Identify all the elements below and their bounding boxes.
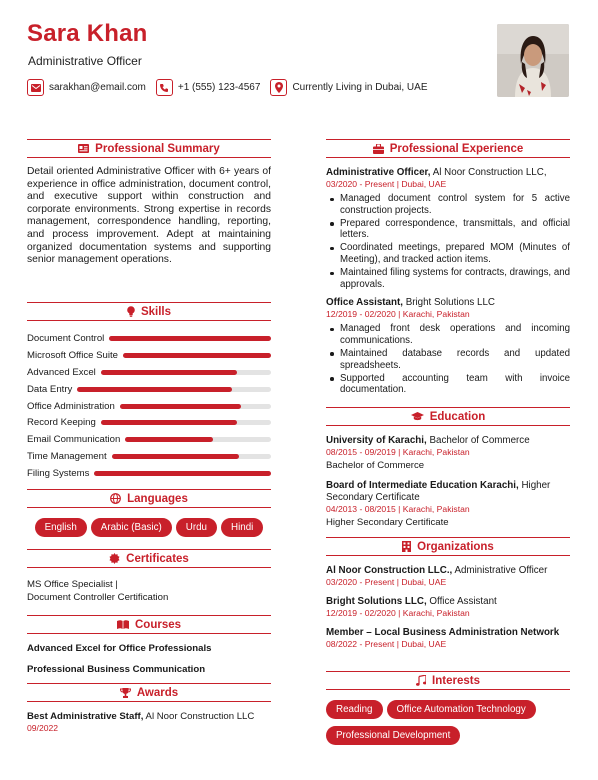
trophy-icon bbox=[120, 688, 131, 698]
phone-icon bbox=[156, 79, 173, 96]
skill-label: Office Administration bbox=[27, 400, 115, 412]
courses-list bbox=[27, 643, 271, 676]
skill-bar bbox=[125, 437, 271, 442]
award-date: 09/2022 bbox=[27, 722, 59, 733]
summary-heading bbox=[27, 139, 271, 158]
skill-item bbox=[27, 398, 271, 415]
organization-entry bbox=[326, 596, 570, 619]
education-date: 08/2015 - 09/2019 | Karachi, Pakistan bbox=[326, 447, 470, 457]
skill-bar bbox=[112, 454, 271, 459]
summary-title: Professional Summary bbox=[95, 142, 220, 155]
skill-bar bbox=[77, 387, 271, 392]
skill-fill bbox=[112, 454, 239, 459]
lightbulb-icon bbox=[127, 306, 135, 317]
organization-name: Bright Solutions LLC, bbox=[326, 596, 427, 607]
summary-text: Detail oriented Administrative Officer with 6+ years of experience in office administration, document control, and executive support within construction and corporate environments. Strong expertise in records management, correspondence handling, reporting, and process improvement. Adept at maintaining organized documentation systems and supporting senior management operations. bbox=[27, 166, 271, 266]
education-detail: Bachelor of Commerce bbox=[326, 460, 425, 471]
interests-heading bbox=[326, 671, 570, 690]
courses-section bbox=[27, 615, 271, 676]
course-item: Professional Business Communication bbox=[27, 663, 206, 675]
email-text: sarakhan@email.com bbox=[49, 82, 146, 93]
job-date: 12/2019 - 02/2020 | Karachi, Pakistan bbox=[326, 309, 470, 320]
courses-title: Courses bbox=[134, 618, 182, 631]
skill-fill bbox=[94, 471, 271, 476]
organization-name: Al Noor Construction LLC., bbox=[326, 565, 453, 576]
organizations-section bbox=[326, 537, 570, 650]
contact-bar bbox=[27, 79, 438, 96]
education-entry bbox=[326, 435, 570, 473]
interest-tag: Reading bbox=[326, 700, 383, 719]
graduation-cap-icon bbox=[411, 412, 424, 421]
interests-section bbox=[326, 671, 570, 745]
profile-photo bbox=[497, 24, 569, 97]
skill-label: Email Communication bbox=[27, 434, 121, 446]
organization-date: 08/2022 - Present | Dubai, UAE bbox=[326, 639, 447, 649]
job-bullets bbox=[326, 193, 570, 290]
languages-section bbox=[27, 489, 271, 537]
skill-item bbox=[27, 431, 271, 448]
experience-heading bbox=[326, 139, 570, 158]
experience-title: Professional Experience bbox=[389, 142, 524, 155]
language-tag: Arabic (Basic) bbox=[91, 518, 172, 537]
skill-label: Data Entry bbox=[27, 383, 73, 395]
award-name: Best Administrative Staff, bbox=[27, 711, 144, 722]
candidate-name: Sara Khan bbox=[27, 20, 148, 47]
job-bullet: Managed document control system for 5 active construction projects. bbox=[326, 193, 570, 216]
skill-bar bbox=[123, 353, 271, 358]
school-name: Board of Intermediate Education Karachi, bbox=[326, 479, 519, 491]
certificates-heading bbox=[27, 549, 271, 568]
skill-item bbox=[27, 448, 271, 465]
job-bullet: Managed front desk operations and incoming communications. bbox=[326, 323, 570, 346]
skill-label: Time Management bbox=[27, 451, 107, 463]
organization-date: 12/2019 - 02/2020 | Karachi, Pakistan bbox=[326, 608, 470, 618]
skill-item bbox=[27, 381, 271, 398]
skill-fill bbox=[109, 336, 271, 341]
skill-fill bbox=[101, 370, 237, 375]
certificate-badge-icon bbox=[109, 553, 120, 564]
skill-item bbox=[27, 465, 271, 482]
experience-section bbox=[326, 139, 570, 397]
interests-title: Interests bbox=[432, 674, 480, 687]
skill-fill bbox=[120, 404, 241, 409]
job-bullet: Supported accounting team with invoice documentation. bbox=[326, 373, 570, 396]
building-icon bbox=[402, 541, 411, 552]
award-org: Al Noor Construction LLC bbox=[145, 711, 255, 722]
language-tag: English bbox=[35, 518, 87, 537]
degree-name: Higher Secondary Certificate bbox=[326, 479, 551, 503]
skills-heading bbox=[27, 302, 271, 321]
music-note-icon bbox=[416, 675, 426, 686]
job-entry bbox=[326, 297, 570, 396]
skill-fill bbox=[123, 353, 271, 358]
skills-section bbox=[27, 302, 271, 482]
phone-text: +1 (555) 123-4567 bbox=[177, 82, 261, 93]
mail-icon bbox=[27, 79, 44, 96]
job-bullet: Maintained database records and updated spreadsheets. bbox=[326, 348, 570, 371]
course-item: Advanced Excel for Office Professionals bbox=[27, 643, 212, 654]
skill-bar bbox=[101, 420, 271, 425]
organization-role: Office Assistant bbox=[429, 596, 497, 607]
interest-tag: Office Automation Technology bbox=[387, 700, 536, 719]
courses-heading bbox=[27, 615, 271, 634]
skill-label: Advanced Excel bbox=[27, 366, 96, 378]
open-book-icon bbox=[117, 620, 129, 629]
skill-item bbox=[27, 364, 271, 381]
certificates-list bbox=[27, 579, 271, 604]
job-role: Administrative Officer, bbox=[326, 167, 431, 178]
location-text: Currently Living in Dubai, UAE bbox=[292, 82, 428, 93]
job-bullet: Coordinated meetings, prepared MOM (Minutes of Meeting), and tracked action items. bbox=[326, 242, 570, 265]
skill-item bbox=[27, 330, 271, 347]
organization-entry bbox=[326, 627, 570, 650]
languages-list bbox=[27, 517, 271, 537]
skill-item bbox=[27, 347, 271, 364]
skill-bar bbox=[101, 370, 271, 375]
education-section bbox=[326, 407, 570, 529]
globe-icon bbox=[110, 493, 121, 504]
certificate-line: Document Controller Certification bbox=[27, 591, 169, 603]
education-date: 04/2013 - 08/2015 | Karachi, Pakistan bbox=[326, 503, 470, 514]
skill-label: Record Keeping bbox=[27, 417, 96, 429]
id-card-icon bbox=[78, 144, 89, 153]
education-entry bbox=[326, 480, 570, 530]
organization-name: Member – Local Business Administration Network bbox=[326, 627, 560, 638]
skill-bar bbox=[109, 336, 271, 341]
skill-bar bbox=[94, 471, 271, 476]
skills-title: Skills bbox=[140, 305, 172, 318]
briefcase-icon bbox=[373, 144, 384, 154]
skill-label: Microsoft Office Suite bbox=[27, 349, 118, 361]
interests-list bbox=[326, 699, 570, 745]
organizations-title: Organizations bbox=[417, 540, 494, 553]
languages-title: Languages bbox=[127, 492, 188, 505]
awards-section bbox=[27, 683, 271, 734]
degree-name: Bachelor of Commerce bbox=[429, 435, 530, 446]
job-bullet: Maintained filing systems for contracts, drawings, and approvals. bbox=[326, 267, 570, 290]
job-bullets bbox=[326, 323, 570, 396]
job-company: Bright Solutions LLC bbox=[405, 297, 495, 309]
skill-label: Filing Systems bbox=[27, 468, 90, 480]
contact-phone[interactable] bbox=[156, 79, 261, 96]
job-company: Al Noor Construction LLC, bbox=[432, 167, 547, 178]
contact-location bbox=[270, 79, 427, 96]
education-heading bbox=[326, 407, 570, 426]
job-entry bbox=[326, 167, 570, 290]
certificates-section bbox=[27, 549, 271, 604]
skill-fill bbox=[77, 387, 232, 392]
candidate-role: Administrative Officer bbox=[28, 54, 142, 68]
interest-tag: Professional Development bbox=[326, 726, 460, 745]
awards-title: Awards bbox=[136, 686, 179, 699]
skill-label: Document Control bbox=[27, 332, 105, 344]
certificates-title: Certificates bbox=[126, 552, 189, 565]
organizations-heading bbox=[326, 537, 570, 556]
language-tag: Urdu bbox=[176, 518, 217, 537]
job-date: 03/2020 - Present | Dubai, UAE bbox=[326, 179, 447, 189]
skills-list bbox=[27, 330, 271, 482]
job-bullet: Prepared correspondence, transmittals, and official letters. bbox=[326, 218, 570, 241]
skill-bar bbox=[120, 404, 271, 409]
skill-fill bbox=[101, 420, 237, 425]
languages-heading bbox=[27, 489, 271, 508]
language-tag: Hindi bbox=[221, 518, 263, 537]
award-item bbox=[27, 711, 271, 734]
awards-heading bbox=[27, 683, 271, 702]
contact-email[interactable] bbox=[27, 79, 146, 96]
location-pin-icon bbox=[270, 79, 287, 96]
skill-item bbox=[27, 414, 271, 431]
certificate-line: MS Office Specialist | bbox=[27, 579, 118, 590]
organization-role: Administrative Officer bbox=[454, 565, 548, 576]
organization-date: 03/2020 - Present | Dubai, UAE bbox=[326, 577, 447, 587]
summary-section bbox=[27, 139, 271, 267]
education-title: Education bbox=[429, 410, 486, 423]
school-name: University of Karachi, bbox=[326, 435, 427, 446]
organization-entry bbox=[326, 565, 570, 588]
education-detail: Higher Secondary Certificate bbox=[326, 516, 449, 528]
skill-fill bbox=[125, 437, 212, 442]
job-role: Office Assistant, bbox=[326, 297, 403, 309]
profile-photo-image bbox=[497, 24, 569, 97]
